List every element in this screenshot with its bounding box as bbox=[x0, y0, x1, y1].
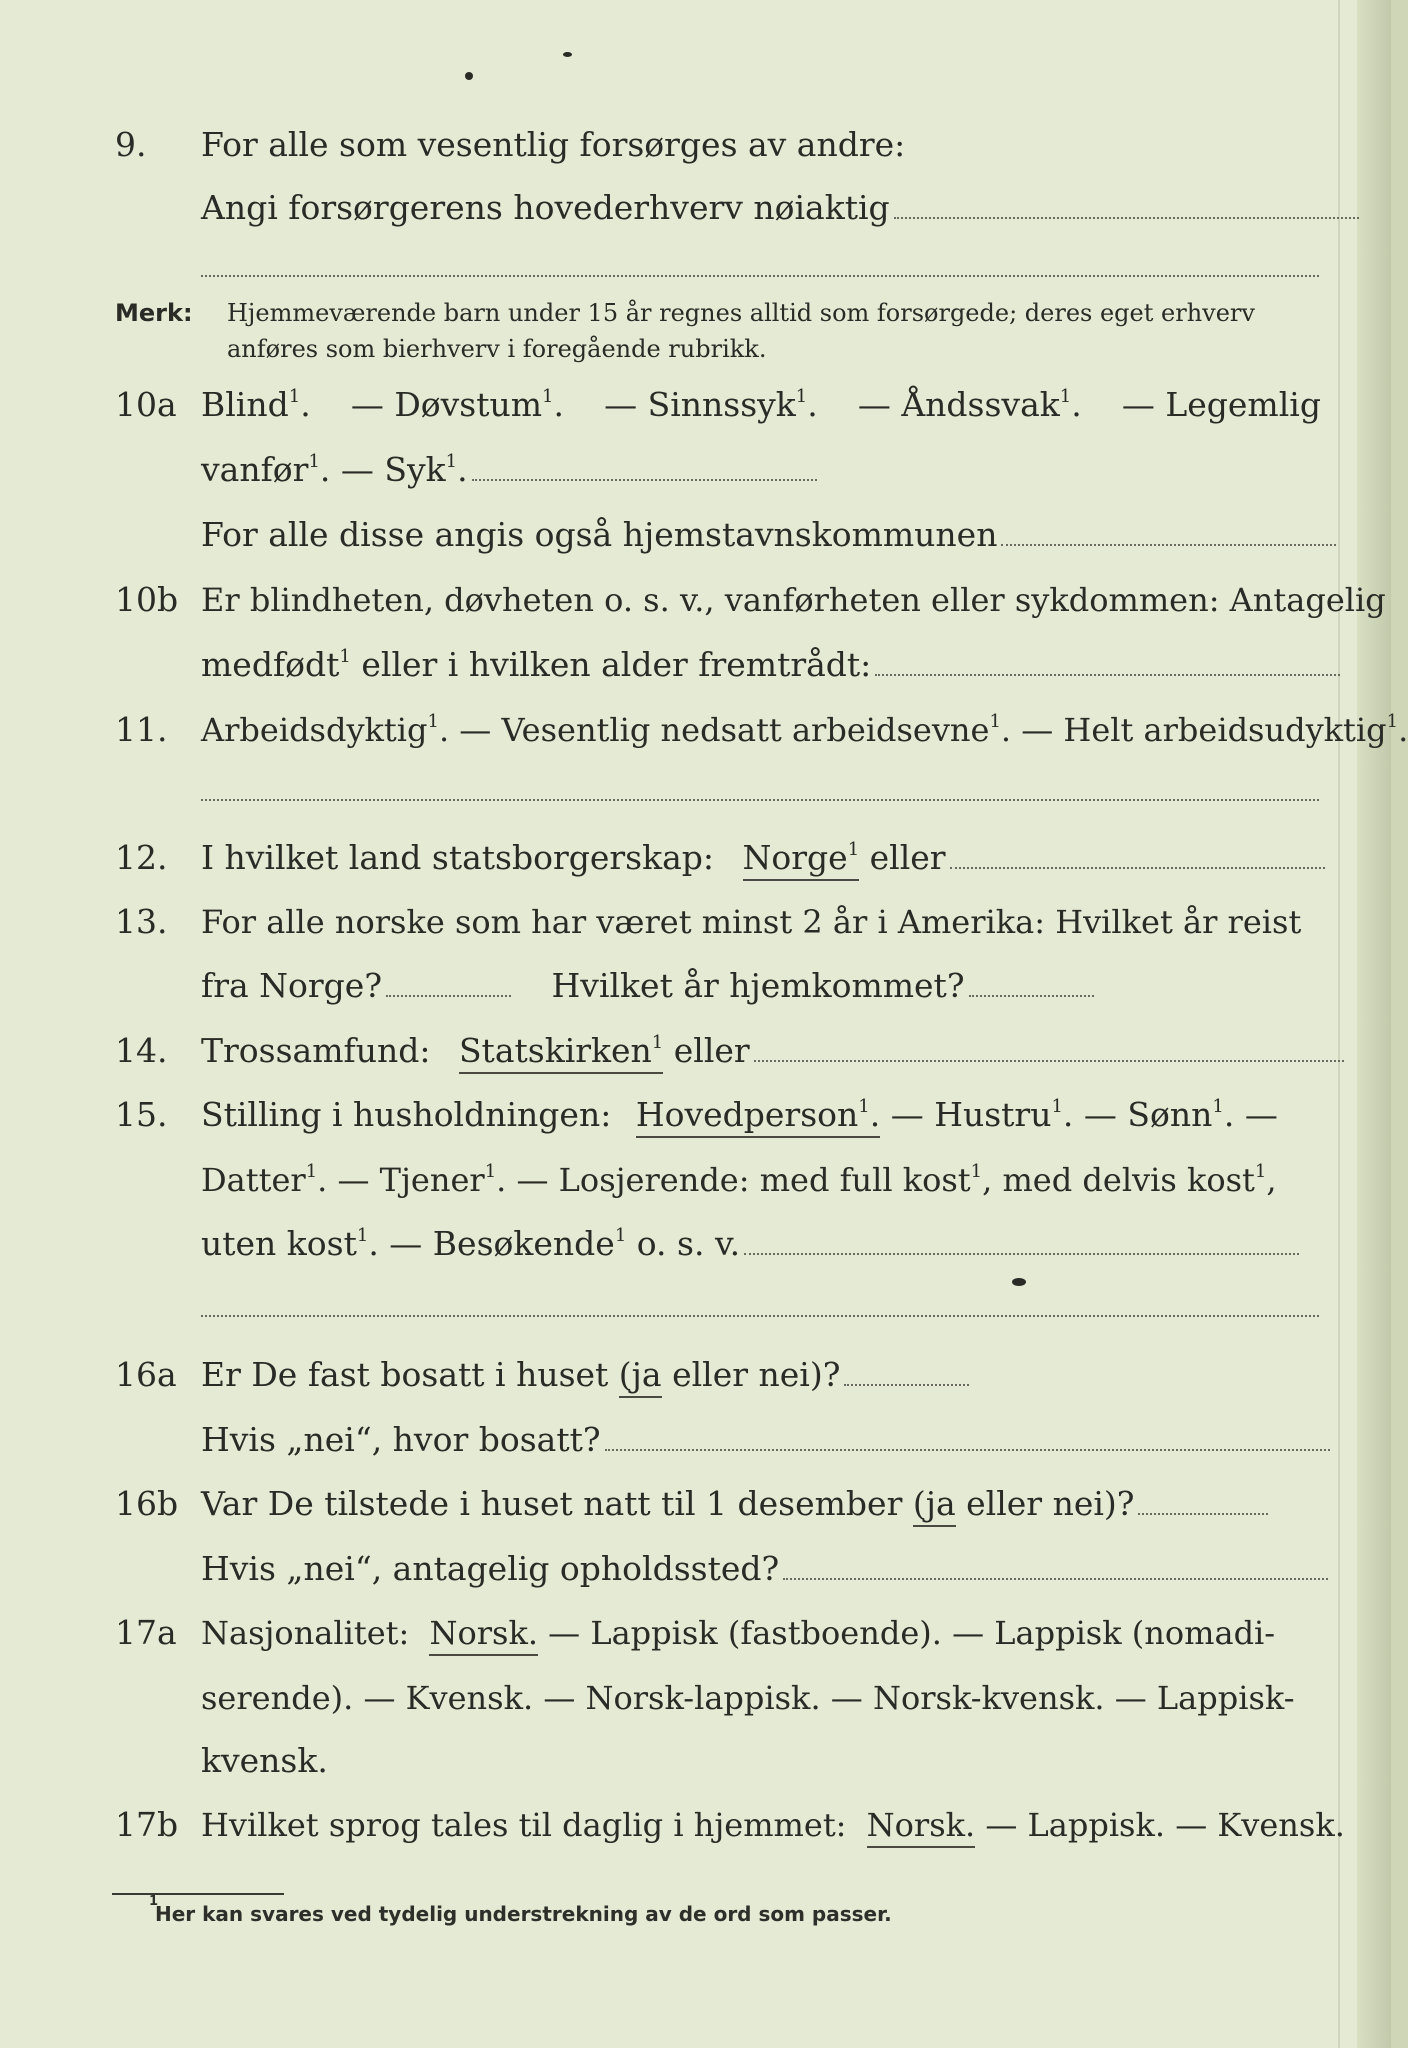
question-text: For alle som vesentlig forsørges av andre: bbox=[201, 125, 906, 164]
question-text: Er De fast bosatt i huset bbox=[201, 1355, 609, 1394]
question-number: 16b bbox=[115, 1484, 179, 1523]
question-number: 10b bbox=[115, 580, 179, 619]
answer-field[interactable] bbox=[950, 866, 1325, 869]
question-text: eller nei)? bbox=[672, 1355, 841, 1394]
answer-field[interactable] bbox=[783, 1577, 1328, 1580]
option-ja-underlined[interactable]: (ja bbox=[913, 1484, 956, 1527]
question-text: Angi forsørgerens hovederhverv nøiaktig bbox=[201, 188, 890, 227]
option-datter[interactable]: Datter bbox=[201, 1161, 306, 1199]
question-text: For alle disse angis også hjemstavnskommunen bbox=[201, 515, 998, 554]
question-text: Nasjonalitet: bbox=[201, 1614, 410, 1652]
question-text: Trossamfund: bbox=[201, 1031, 431, 1070]
option-blind[interactable]: Blind bbox=[201, 385, 289, 424]
option-medfodt[interactable]: medfødt bbox=[201, 645, 340, 684]
question-number: 14. bbox=[115, 1031, 168, 1070]
note bbox=[115, 295, 1325, 363]
answer-field[interactable] bbox=[894, 216, 1359, 219]
census-form-page: 9. For alle som vesentlig forsørges av andre: Angi forsørgerens hovederhverv nøiaktig Merk: Hjemmeværende barn under 15 år regnes alltid som forsørgede; deres eget erhverv anføres som bierhverv i foregående rubrikk. 10a Blind$^1$. — Døvstum$^1$. — Sinnssyk$^1$. — Åndssvak$^1$. — Legemlig vanfør$^1$. — Syk$^1$. For alle disse angis også hjemstavnskommunen 10b Er blindheten, døvheten o. s. v., vanførheten eller sykdommen: Antagelig medfødt$^1$ eller i hvilken alder fremtrådt: 11. Arbeidsdyktig$^1$. — Vesentlig nedsatt arbeidsevne$^1$. — Helt arbeidsudyktig$^1$. 12. I hvilket land statsborgerskap: Norge$^1$ eller 13. For alle norske som har været minst 2 år i Amerika: Hvilket år reist fra Norge? Hvilket år hjemkommet? 14. Trossamfund: Statskirken$^1$ eller 15. Stilling i husholdningen: Hovedperson$^1$. — Hustru$^1$. — Sønn$^1$. — Datter$^1$. — Tjener$^1$. — Losjerende: med full kost$^1$, med delvis kost$^1$, uten kost$^1$. — Besøkende$^1$ o. s. v. 16a Er De fast bosatt i huset (ja eller nei)? Hvis „nei“, hvor bosatt? 16b Var De tilstede i huset natt til 1 desember (ja eller nei)? Hvis „nei“, antagelig opholdssted? 17a Nasjonalitet: Norsk. — Lappisk (fastboende). — Lappisk (nomadi- serende). — Kvensk. — Norsk-lappisk. — Norsk-kvensk. — Lappisk- kvensk. 17b Hvilket sprog tales til daglig i hjemmet: Norsk. — Lappisk. — Kvensk. 1 Her kan svares ved tydelig understrekning av de ord som passer. bbox=[0, 0, 1391, 2048]
option-nedsatt[interactable]: — Vesentlig nedsatt arbeidsevne bbox=[459, 711, 990, 749]
answer-field[interactable] bbox=[472, 478, 817, 481]
question-number: 12. bbox=[115, 838, 168, 877]
answer-line[interactable] bbox=[201, 799, 1319, 801]
footnote-divider bbox=[112, 1893, 284, 1895]
option-losjerende-full[interactable]: — Losjerende: med full kost bbox=[516, 1161, 971, 1199]
question-text: I hvilket land statsborgerskap: bbox=[201, 838, 715, 877]
question-text: Er blindheten, døvheten o. s. v., vanførheten eller sykdommen: Antagelig bbox=[201, 581, 1386, 619]
question-options: — Lappisk (fastboende). — Lappisk (nomadi- bbox=[548, 1614, 1276, 1652]
option-syk[interactable]: — Syk bbox=[340, 450, 446, 489]
answer-line[interactable] bbox=[201, 1315, 1319, 1317]
option-legemlig[interactable]: — Legemlig bbox=[1121, 385, 1321, 424]
option-sonn[interactable]: — Sønn bbox=[1083, 1095, 1213, 1134]
question-text: o. s. v. bbox=[636, 1224, 741, 1263]
question-text: Stilling i husholdningen: bbox=[201, 1095, 612, 1134]
option-uten-kost[interactable]: uten kost bbox=[201, 1224, 357, 1263]
question-text: eller nei)? bbox=[966, 1484, 1135, 1523]
footnote-text: Her kan svares ved tydelig understrekning av de ord som passer. bbox=[155, 1902, 892, 1926]
question-options: serende). — Kvensk. — Norsk-lappisk. — Norsk-kvensk. — Lappisk- bbox=[201, 1679, 1295, 1717]
option-norge-underlined[interactable]: Norge$^1$ bbox=[743, 838, 860, 881]
option-andssvak[interactable]: — Åndssvak bbox=[857, 385, 1060, 424]
answer-field[interactable] bbox=[1001, 543, 1336, 546]
question-text: Hvis „nei“, antagelig opholdssted? bbox=[201, 1549, 780, 1588]
note-text: Hjemmeværende barn under 15 år regnes alltid som forsørgede; deres eget erhverv anføres som bierhverv i foregående rubrikk. bbox=[227, 299, 1255, 363]
question-text: Hvis „nei“, hvor bosatt? bbox=[201, 1420, 601, 1459]
answer-field[interactable] bbox=[875, 673, 1340, 676]
option-hustru[interactable]: — Hustru bbox=[890, 1095, 1052, 1134]
question-number: 13. bbox=[115, 902, 168, 941]
answer-field[interactable] bbox=[844, 1383, 969, 1386]
answer-field[interactable] bbox=[386, 994, 511, 997]
answer-field[interactable] bbox=[969, 994, 1094, 997]
ink-dot bbox=[1012, 1278, 1026, 1286]
option-arbeidsdyktig[interactable]: Arbeidsdyktig bbox=[201, 711, 428, 749]
option-tjener[interactable]: — Tjener bbox=[337, 1161, 485, 1199]
ink-dot bbox=[563, 52, 572, 57]
fold-line bbox=[1338, 0, 1340, 2048]
footnote-mark: 1 bbox=[149, 1894, 159, 1909]
answer-field[interactable] bbox=[605, 1448, 1330, 1451]
question-text: Hvilket sprog tales til daglig i hjemmet: bbox=[201, 1806, 847, 1844]
option-besokende[interactable]: — Besøkende bbox=[389, 1224, 615, 1263]
option-eller: eller bbox=[673, 1031, 750, 1070]
question-text: Var De tilstede i huset natt til 1 desember bbox=[201, 1484, 903, 1523]
option-vanfor[interactable]: vanfør bbox=[201, 450, 309, 489]
answer-field[interactable] bbox=[744, 1252, 1299, 1255]
option-hovedperson-underlined[interactable]: Hovedperson$^1$. bbox=[636, 1095, 880, 1138]
option-ja-underlined[interactable]: (ja bbox=[619, 1355, 662, 1398]
question-text: fra Norge? bbox=[201, 966, 383, 1005]
question-number: 15. bbox=[115, 1095, 168, 1134]
question-text: For alle norske som har været minst 2 år i Amerika: Hvilket år reist bbox=[201, 903, 1302, 941]
footnote bbox=[149, 1894, 892, 1926]
option-eller: eller bbox=[869, 838, 946, 877]
page-edge bbox=[1357, 0, 1391, 2048]
question-number: 16a bbox=[115, 1355, 177, 1394]
question-options: — Lappisk. — Kvensk. bbox=[985, 1806, 1345, 1844]
option-dovstum[interactable]: — Døvstum bbox=[350, 385, 543, 424]
question-number: 17b bbox=[115, 1805, 179, 1844]
answer-field[interactable] bbox=[1138, 1512, 1268, 1515]
option-sinnssyk[interactable]: — Sinnssyk bbox=[604, 385, 796, 424]
option-losjerende-delvis[interactable]: , med delvis kost bbox=[982, 1161, 1255, 1199]
option-norsk-underlined[interactable]: Norsk. bbox=[867, 1806, 976, 1848]
option-statskirken-underlined[interactable]: Statskirken$^1$ bbox=[459, 1031, 663, 1074]
question-number: 11. bbox=[115, 710, 168, 749]
note-label: Merk: bbox=[115, 299, 193, 327]
answer-field[interactable] bbox=[754, 1059, 1344, 1062]
option-norsk-underlined[interactable]: Norsk. bbox=[429, 1614, 538, 1656]
question-text: Hvilket år hjemkommet? bbox=[551, 966, 965, 1005]
question-number: 9. bbox=[115, 125, 147, 164]
question-text: eller i hvilken alder fremtrådt: bbox=[361, 645, 872, 684]
question-number: 10a bbox=[115, 385, 177, 424]
option-udyktig[interactable]: — Helt arbeidsudyktig bbox=[1021, 711, 1387, 749]
dash: — bbox=[1244, 1095, 1278, 1134]
question-number: 17a bbox=[115, 1613, 177, 1652]
ink-dot bbox=[465, 72, 473, 80]
question-options: kvensk. bbox=[201, 1741, 328, 1780]
answer-line[interactable] bbox=[201, 275, 1319, 277]
